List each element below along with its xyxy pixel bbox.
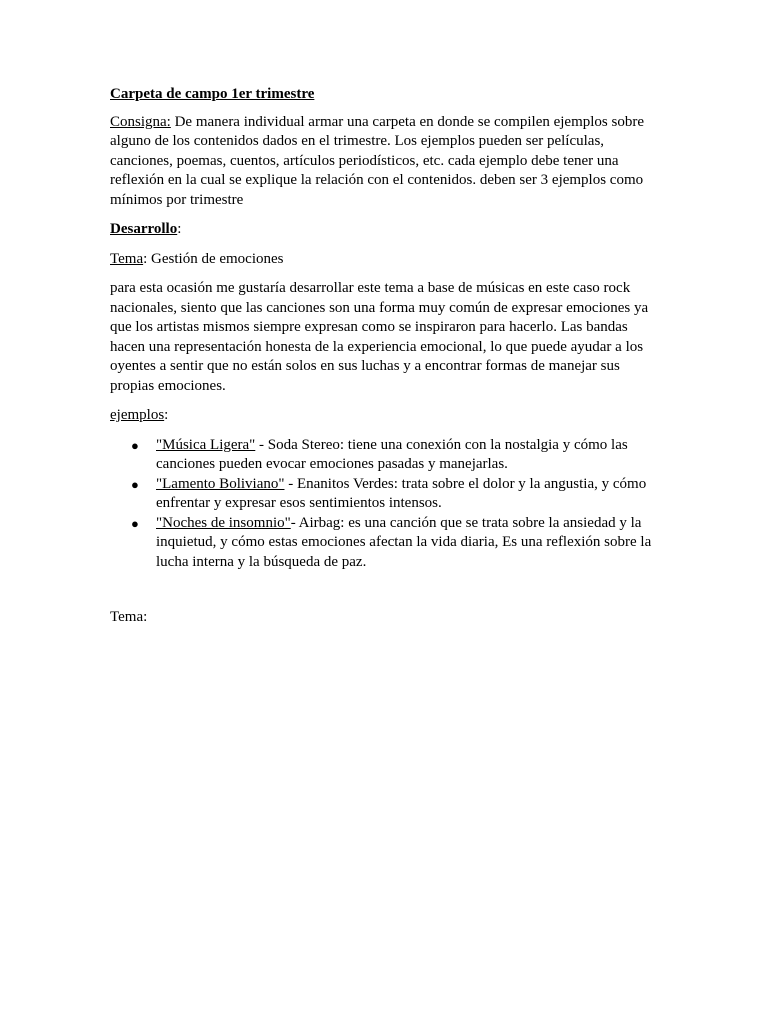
song-description: - Soda Stereo: tiene una conexión con la nostalgia y cómo las canciones pueden evocar emociones pasadas y manejarlas. xyxy=(156,436,628,472)
ejemplos-suffix: : xyxy=(164,407,169,423)
document-title: Carpeta de campo 1er trimestre xyxy=(110,86,315,102)
examples-list xyxy=(110,436,662,573)
document-page xyxy=(110,85,662,638)
list-item xyxy=(110,436,662,475)
desarrollo-suffix: : xyxy=(177,221,182,237)
bullet-icon: ● xyxy=(131,476,139,492)
song-title: "Lamento Boliviano" xyxy=(156,475,285,492)
list-item xyxy=(110,475,662,514)
consigna-text: De manera individual armar una carpeta en donde se compilen ejemplos sobre alguno de los contenidos dados en el trimestre. Los ejemplos pueden ser películas, canciones, poemas, cuentos, artículos periodísticos, etc. cada ejemplo debe tener una reflexión en la cual se explique la relación con el contenidos. deben ser 3 ejemplos como mínimos por trimestre xyxy=(110,113,644,208)
ejemplos-label: ejemplos xyxy=(110,407,165,423)
second-tema-line: Tema: xyxy=(110,609,148,625)
tema-line xyxy=(110,250,662,270)
song-title: "Noches de insomnio" xyxy=(156,514,291,531)
song-description: - Airbag: es una canción que se trata sobre la ansiedad y la inquietud, y cómo estas emociones afectan la vida diaria, Es una reflexión sobre la lucha interna y la búsqueda de paz. xyxy=(156,514,652,570)
intro-paragraph: para esta ocasión me gustaría desarrollar este tema a base de músicas en este caso rock nacionales, siento que las canciones son una forma muy común de expresar emociones ya que los artistas mismos siempre expresan como se inspiraron para hacerlo. Las bandas hacen una representación honesta de la experiencia emocional, lo que puede ayudar a los oyentes a sentir que no están solos en sus luchas y a encontrar formas de manejar sus propias emociones. xyxy=(110,280,649,394)
tema-label: Tema xyxy=(110,250,144,267)
song-description: - Enanitos Verdes: trata sobre el dolor y la angustia, y cómo enfrentar y expresar esos sentimientos intensos. xyxy=(156,475,647,511)
tema-text: : Gestión de emociones xyxy=(143,250,284,267)
bullet-icon: ● xyxy=(131,437,139,453)
list-item xyxy=(110,514,662,573)
bullet-icon: ● xyxy=(131,515,139,531)
desarrollo-label: Desarrollo xyxy=(110,221,178,237)
consigna-label: Consigna: xyxy=(110,113,171,130)
ejemplos-heading xyxy=(110,406,662,426)
consigna-paragraph xyxy=(110,113,662,211)
song-title: "Música Ligera" xyxy=(156,436,256,453)
desarrollo-heading xyxy=(110,220,662,240)
